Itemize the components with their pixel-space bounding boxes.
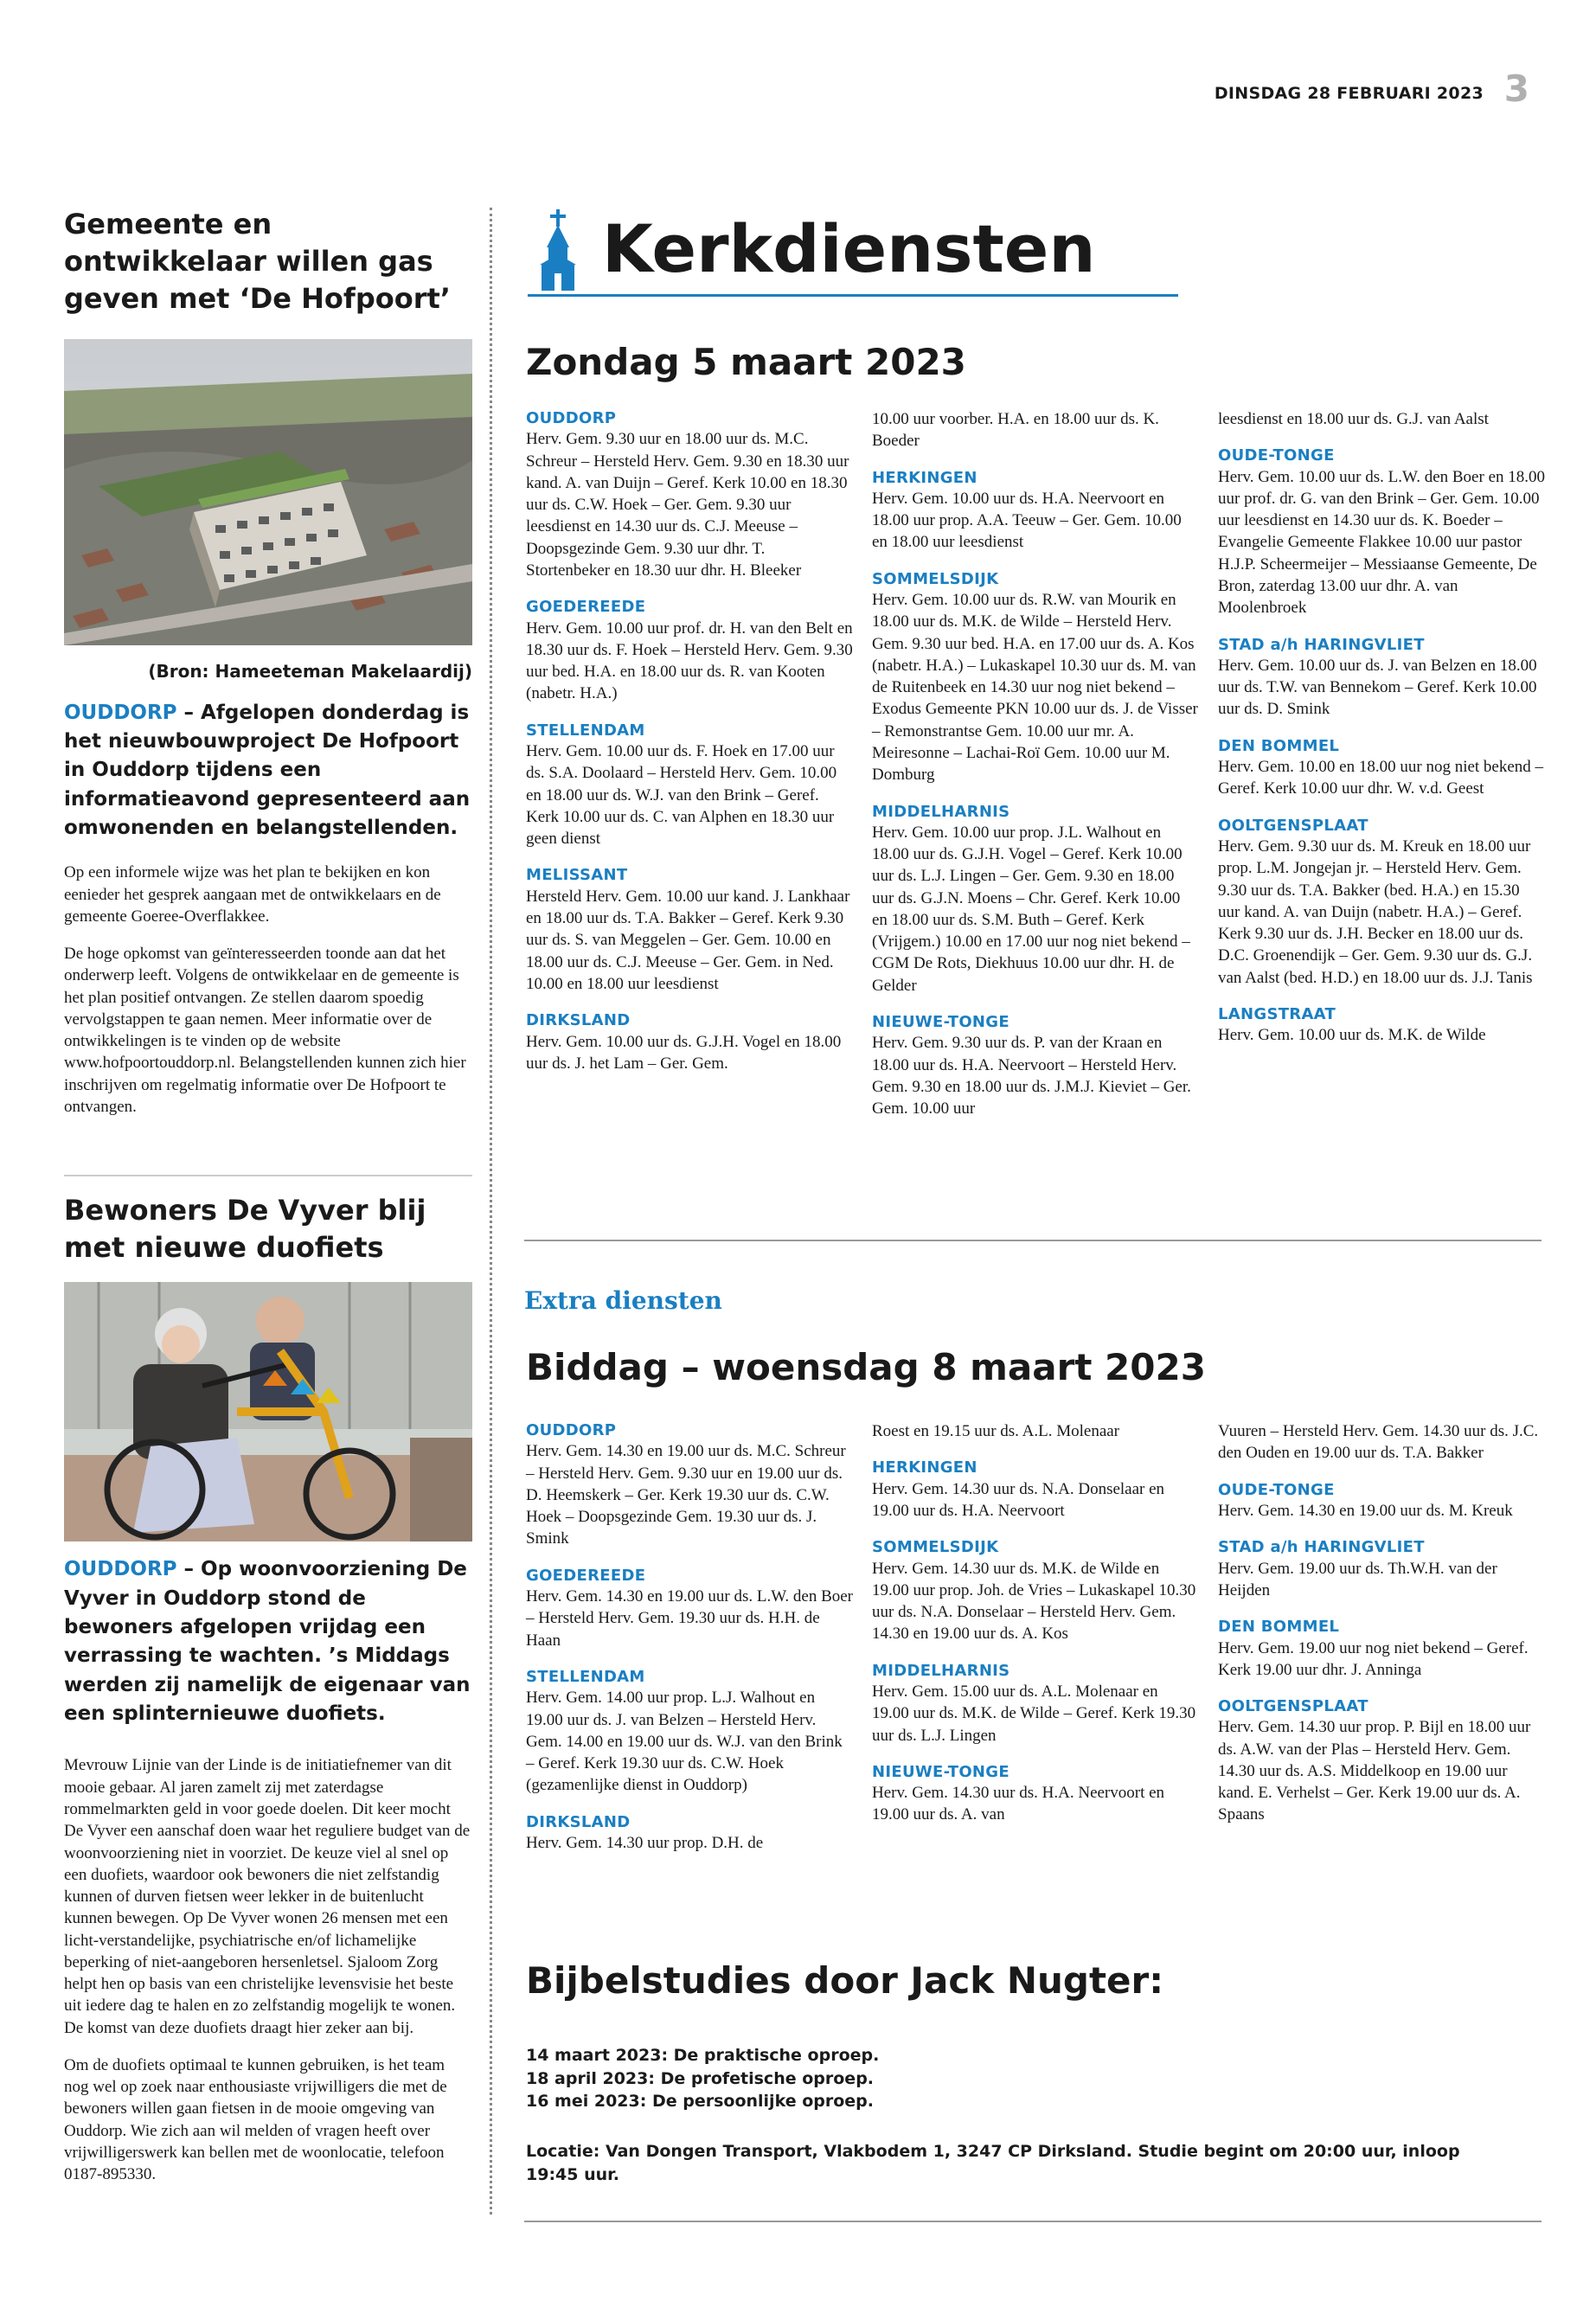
paragraph: Om de duofiets optimaal te kunnen gebruiken, is het team nog wel op zoek naar enthousiaste vrijwilligers die met de bewoners willen gaan fietsen in de mooie omgeving van Ouddorp. Wie zich aan wil melden of vragen heeft over vrijwilligerswerk kan bellen met de woonlocatie, telefoon 0187-895330. <box>64 2055 447 2184</box>
service-listing: Herv. Gem. 19.00 uur ds. Th.W.H. van der Heijden <box>1218 1559 1497 1599</box>
service-listing: Herv. Gem. 10.00 uur ds. F. Hoek en 17.00 uur ds. S.A. Doolaard – Hersteld Herv. Gem. 10.00 en 18.00 uur ds. W.J. van den Brink – Geref. Kerk 10.00 uur ds. C. van Alphen en 18.30 uur geen dienst <box>526 742 837 849</box>
article-hofpoort <box>64 206 472 1133</box>
paragraph: Mevrouw Lijnie van der Linde is de initiatiefnemer van dit mooie gebaar. Al jaren zamelt zij met zaterdagse rommelmarkten geld in voor goede doelen. Dit keer mocht De Vyver een aanschaf doen waar het reguliere budget van de woonvoorziening niet in voorziet. De keuze viel al snel op een duofiets, waardoor ook bewoners die niet zelfstandig kunnen of durven fietsen weer lekker in de buitenlucht kunnen bewegen. Op De Vyver wonen 26 mensen met een licht-verstandelijke, psychiatrische en/of lichamelijke beperking of niet-aangeboren hersenletsel. Sjaloom Zorg helpt hen op basis van een christelijke levensvisie het beste uit iedere dag te halen en zo zelfstandig mogelijk te wonen. De komst van deze duofiets draagt hier zeker aan bij. <box>64 1756 471 2037</box>
town-heading: OOLTGENSPLAAT <box>1218 1697 1368 1716</box>
schedule-column <box>526 408 853 1074</box>
town-heading: DIRKSLAND <box>526 1812 631 1831</box>
extra-label: Extra diensten <box>524 1286 722 1315</box>
service-listing: Herv. Gem. 14.30 en 19.00 uur ds. L.W. den Boer – Hersteld Herv. Gem. 19.30 uur ds. H.H. de Haan <box>526 1587 853 1650</box>
article-photo-duofiets <box>64 1282 472 1541</box>
town-heading: MIDDELHARNIS <box>872 802 1010 821</box>
lead-text: – Afgelopen donderdag is het nieuwbouwproject De Hofpoort in Ouddorp tijdens een informatieavond gepresenteerd aan omwonenden en belangstellenden. <box>64 701 471 839</box>
town-heading: GOEDEREEDE <box>526 1566 646 1585</box>
town-heading: HERKINGEN <box>872 1458 977 1477</box>
article-photo-hofpoort <box>64 339 472 645</box>
service-listing: Herv. Gem. 14.00 uur prop. L.J. Walhout en 19.00 uur ds. J. van Belzen – Hersteld Herv. Gem. 14.00 en 19.00 uur ds. W.J. van den Brink – Geref. Kerk 19.30 uur ds. C.W. Hoek (gezamenlijke dienst in Ouddorp) <box>526 1689 843 1795</box>
town-heading: OUDE-TONGE <box>1218 1480 1335 1499</box>
town-heading: STELLENDAM <box>526 1667 645 1686</box>
service-listing: leesdienst en 18.00 uur ds. G.J. van Aalst <box>1218 410 1489 428</box>
kerkdiensten-header <box>528 208 1178 298</box>
service-listing: Herv. Gem. 14.30 uur prop. P. Bijl en 18.00 uur ds. A.W. van der Plas – Hersteld Herv. Gem. 14.30 uur ds. A.S. Middelkoop en 19.00 uur kand. E. Verhelst – Ger. Kerk 19.00 uur ds. A. Spaans <box>1218 1718 1531 1824</box>
article-body <box>64 1754 472 2185</box>
schedule-column <box>1218 1420 1545 1826</box>
service-listing: Herv. Gem. 14.30 en 19.00 uur ds. M.C. Schreur – Hersteld Herv. Gem. 9.30 uur en 19.00 uur ds. D. Heemskerk – Ger. Kerk 19.30 uur ds. C.W. Hoek – Doopsgezinde Gem. 19.30 uur ds. J. Smink <box>526 1442 846 1548</box>
service-listing: Herv. Gem. 9.30 uur ds. M. Kreuk en 18.00 uur prop. L.M. Jongejan jr. – Hersteld Herv. Gem. 9.30 uur ds. T.A. Bakker (bed. H.A.) en 15.30 uur kand. A. van Duijn (nabetr. H.A.) – Geref. Kerk 9.30 uur ds. J.H. Becker en 18.00 uur ds. D.C. Groenendijk – Ger. Gem. 9.30 uur ds. G.J. van Aalst (bed. H.D.) en 18.00 uur ds. J.J. Tanis <box>1218 837 1533 987</box>
service-listing: 10.00 uur voorber. H.A. en 18.00 uur ds. K. Boeder <box>872 410 1159 451</box>
article-duofiets <box>64 1192 472 2201</box>
town-heading: GOEDEREEDE <box>526 598 646 617</box>
article-body <box>64 862 472 1118</box>
bijbel-date: 18 april 2023: De profetische oproep. <box>526 2068 875 2088</box>
bijbel-date: 16 mei 2023: De persoonlijke oproep. <box>526 2092 874 2112</box>
service-listing: Herv. Gem. 10.00 uur ds. G.J.H. Vogel en 18.00 uur ds. J. het Lam – Ger. Gem. <box>526 1032 842 1073</box>
town-heading: MIDDELHARNIS <box>872 1661 1010 1680</box>
town-heading: MELISSANT <box>526 866 628 885</box>
town-heading: SOMMELSDIJK <box>872 569 999 588</box>
town-heading: OUDDORP <box>526 409 617 427</box>
service-listing: Herv. Gem. 10.00 uur ds. L.W. den Boer en 18.00 uur prof. dr. G. van den Brink – Ger. Gem. 10.00 uur leesdienst en 14.30 uur ds. K. Boeder – Evangelie Gemeente Flakkee 10.00 uur pastor H.J.P. Scheermeijer – Messiaanse Gemeente, De Bron, zaterdag 13.00 uur dhr. A. van Moolenbroek <box>1218 467 1545 618</box>
biddag-title: Biddag – woensdag 8 maart 2023 <box>526 1346 1206 1388</box>
town-heading: NIEUWE-TONGE <box>872 1013 1010 1032</box>
sunday-schedule <box>526 408 1547 1204</box>
service-listing: Roest en 19.15 uur ds. A.L. Molenaar <box>872 1422 1120 1440</box>
church-icon <box>538 209 578 297</box>
article-lead <box>64 1555 472 1728</box>
town-heading: STAD a/h HARINGVLIET <box>1218 635 1425 654</box>
town-heading: DEN BOMMEL <box>1218 736 1340 755</box>
service-listing: Herv. Gem. 14.30 uur prop. D.H. de <box>526 1834 764 1853</box>
paragraph: De hoge opkomst van geïnteresseerden toonde aan dat het onderwerp leeft. Volgens de ontwikkelaar en de gemeente is het plan positief ontvangen. Ze stellen daarom spoedig vervolgstappen te gaan nemen. Meer informatie over de ontwikkelingen is te vinden op de website www.hofpoortouddorp.nl. Belangstellenden kunnen zich hier inschrijven om regelmatig informatie over De Hofpoort te ontvangen. <box>64 945 466 1116</box>
service-listing: Hersteld Herv. Gem. 10.00 uur kand. J. Lankhaar en 18.00 uur ds. T.A. Bakker – Geref. Kerk 9.30 uur ds. S. van Meggelen – Ger. Gem. 10.00 en 18.00 uur ds. C.J. Meeuse – Ger. Gem. in Ned. 10.00 en 18.00 uur leesdienst <box>526 887 850 993</box>
service-listing: Herv. Gem. 10.00 uur ds. R.W. van Mourik en 18.00 uur ds. M.K. de Wilde – Hersteld Herv. Gem. 9.30 uur bed. H.A. en 17.00 uur ds. A. Kos (nabetr. H.A.) – Lukaskapel 10.30 uur ds. M. van de Ruitenbeek en 14.30 uur nog niet bekend – Exodus Gemeente PKN 10.00 uur ds. J. de Visser – Remonstrantse Gem. 10.00 uur mr. A. Meiresonne – Lachai-Roï Gem. 10.00 uur M. Domburg <box>872 591 1198 785</box>
biddag-schedule <box>526 1420 1547 1939</box>
paragraph: Op een informele wijze was het plan te bekijken en kon eenieder het gesprek aangaan met de ontwikkelaars en de gemeente Goeree-Overflakkee. <box>64 863 441 926</box>
service-listing: Herv. Gem. 10.00 uur prof. dr. H. van den Belt en 18.30 uur ds. F. Hoek – Hersteld Herv. Gem. 9.30 uur bed. H.A. en 18.00 uur ds. R. van Kooten (nabetr. H.A.) <box>526 619 853 703</box>
town-heading: HERKINGEN <box>872 468 977 487</box>
page-number: 3 <box>1503 67 1529 110</box>
bijbel-date: 14 maart 2023: De praktische oproep. <box>526 2046 880 2065</box>
column-divider <box>490 208 492 2214</box>
service-listing: Herv. Gem. 10.00 uur prop. J.L. Walhout en 18.00 uur ds. G.J.H. Vogel – Geref. Kerk 10.00 uur ds. L.J. Lingen – Ger. Gem. 9.30 en 18.00 uur ds. G.J.N. Moens – Chr. Geref. Kerk 10.00 en 18.00 uur ds. S.M. Buth – Geref. Kerk (Vrijgem.) 10.00 en 17.00 uur nog niet bekend – CGM De Rots, Diekhuus 10.00 uur dhr. H. de Gelder <box>872 823 1190 995</box>
bijbel-title: Bijbelstudies door Jack Nugter: <box>526 1959 1164 2002</box>
town-heading: OOLTGENSPLAAT <box>1218 816 1368 835</box>
schedule-column <box>526 1420 853 1854</box>
section-title: Kerkdiensten <box>602 210 1096 287</box>
lead-place: OUDDORP <box>64 1558 177 1581</box>
article-headline: Gemeente en ontwikkelaar willen gas geven met ‘De Hofpoort’ <box>64 208 451 316</box>
service-listing: Herv. Gem. 10.00 uur ds. J. van Belzen en 18.00 uur ds. T.W. van Bennekom – Geref. Kerk 10.00 uur ds. D. Smink <box>1218 656 1537 719</box>
service-listing: Herv. Gem. 15.00 uur ds. A.L. Molenaar en 19.00 uur ds. M.K. de Wilde – Geref. Kerk 19.30 uur ds. L.J. Lingen <box>872 1682 1196 1745</box>
town-heading: LANGSTRAAT <box>1218 1004 1336 1023</box>
lead-place: OUDDORP <box>64 701 177 724</box>
article-lead <box>64 699 472 843</box>
article-headline: Bewoners De Vyver blij met nieuwe duofiets <box>64 1194 426 1265</box>
service-listing: Herv. Gem. 9.30 uur ds. P. van der Kraan en 18.00 uur ds. H.A. Neervoort – Hersteld Herv. Gem. 9.30 en 18.00 uur ds. J.M.J. Kieviet – Ger. Gem. 10.00 uur <box>872 1034 1191 1118</box>
service-listing: Herv. Gem. 9.30 uur en 18.00 uur ds. M.C. Schreur – Hersteld Herv. Gem. 9.30 en 18.30 uur kand. A. van Duijn – Geref. Kerk 10.00 en 18.30 uur ds. C.W. Hoek – Ger. Gem. 9.30 uur leesdienst en 14.30 uur ds. C.J. Meeuse – Doopsgezinde Gem. 9.30 uur dhr. T. Stortenbeker en 18.30 uur dhr. H. Bleeker <box>526 430 849 580</box>
town-heading: DEN BOMMEL <box>1218 1618 1340 1637</box>
town-heading: DIRKSLAND <box>526 1011 631 1030</box>
lead-text: – Op woonvoorziening De Vyver in Ouddorp stond de bewoners afgelopen vrijdag een verrassing te wachten. ’s Middags werden zij namelijk de eigenaar van een splinternieuwe duofiets. <box>64 1558 471 1726</box>
photo-caption: (Bron: Hameeteman Makelaardij) <box>148 660 472 682</box>
service-listing: Herv. Gem. 14.30 uur ds. N.A. Donselaar en 19.00 uur ds. H.A. Neervoort <box>872 1479 1165 1520</box>
town-heading: STELLENDAM <box>526 721 645 740</box>
page-date: DINSDAG 28 FEBRUARI 2023 <box>1214 84 1484 103</box>
service-listing: Herv. Gem. 10.00 uur ds. M.K. de Wilde <box>1218 1026 1486 1045</box>
aerial-photo <box>64 339 472 645</box>
schedule-column <box>872 1420 1199 1826</box>
section-separator <box>524 1240 1542 1241</box>
town-heading: OUDDORP <box>526 1421 617 1439</box>
town-heading: SOMMELSDIJK <box>872 1538 999 1557</box>
service-listing: Herv. Gem. 14.30 uur ds. M.K. de Wilde en 19.00 uur prop. Joh. de Vries – Lukaskapel 10.30 uur ds. N.A. Donselaar – Hersteld Herv. Gem. 14.30 en 19.00 uur ds. A. Kos <box>872 1559 1196 1644</box>
title-underline <box>528 294 1178 297</box>
service-listing: Herv. Gem. 19.00 uur nog niet bekend – Geref. Kerk 19.00 uur dhr. J. Anninga <box>1218 1638 1529 1679</box>
section-separator <box>524 2221 1542 2222</box>
bijbel-location: Locatie: Van Dongen Transport, Vlakbodem 1, 3247 CP Dirksland. Studie begint om 20:00 uur, inloop 19:45 uur. <box>526 2142 1460 2184</box>
schedule-column <box>1218 408 1545 1047</box>
duofiets-photo <box>64 1282 472 1541</box>
town-heading: NIEUWE-TONGE <box>872 1762 1010 1781</box>
service-listing: Herv. Gem. 14.30 en 19.00 uur ds. M. Kreuk <box>1218 1501 1513 1520</box>
town-heading: OUDE-TONGE <box>1218 446 1335 465</box>
service-listing: Vuuren – Hersteld Herv. Gem. 14.30 uur ds. J.C. den Ouden en 19.00 uur ds. T.A. Bakker <box>1218 1422 1539 1463</box>
service-listing: Herv. Gem. 10.00 en 18.00 uur nog niet bekend – Geref. Kerk 10.00 uur dhr. W. v.d. Geest <box>1218 758 1544 798</box>
service-listing: Herv. Gem. 10.00 uur ds. H.A. Neervoort en 18.00 uur prop. A.A. Teeuw – Ger. Gem. 10.00 en 18.00 uur leesdienst <box>872 489 1182 552</box>
service-listing: Herv. Gem. 14.30 uur ds. H.A. Neervoort en 19.00 uur ds. A. van <box>872 1784 1165 1824</box>
bijbel-dates <box>526 2044 1543 2113</box>
schedule-column <box>872 408 1199 1119</box>
article-separator <box>64 1175 472 1176</box>
sunday-title: Zondag 5 maart 2023 <box>526 341 966 383</box>
town-heading: STAD a/h HARINGVLIET <box>1218 1538 1425 1557</box>
